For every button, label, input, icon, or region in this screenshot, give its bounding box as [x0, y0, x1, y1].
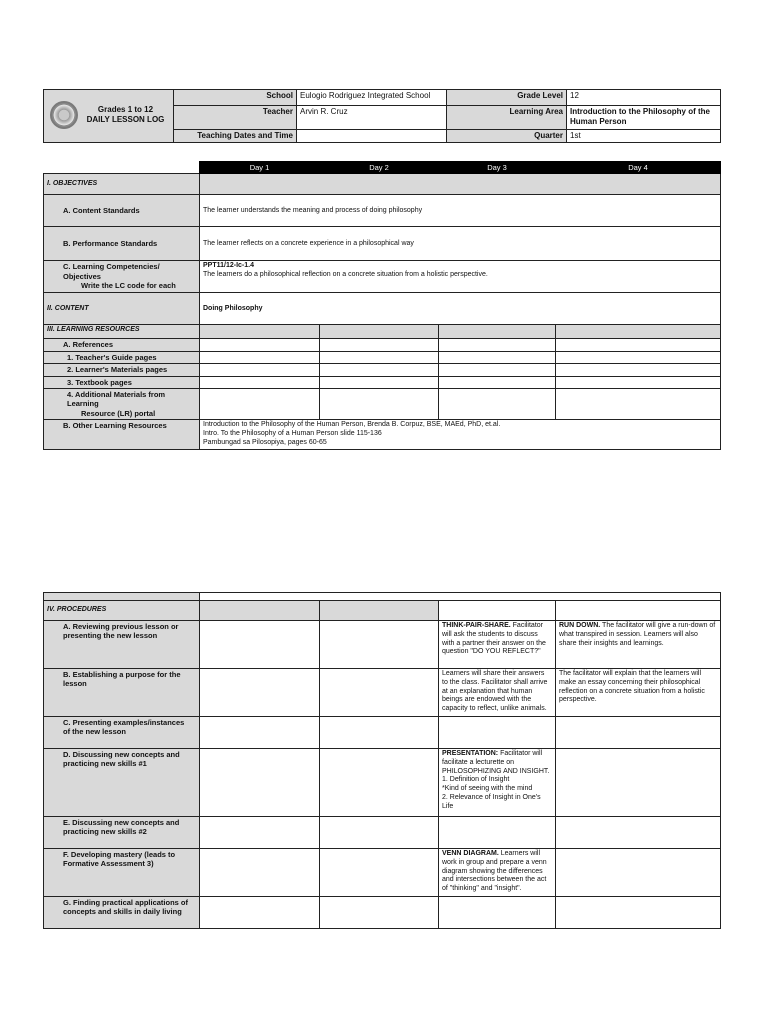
tg-pages-label-text: 1. Teacher's Guide pages — [67, 352, 157, 362]
competencies-text: The learners do a philosophical reflection on a concrete situation from a holistic perspective. — [203, 271, 488, 279]
procedure-f-day1 — [200, 849, 320, 897]
references-day4 — [556, 339, 721, 351]
textbook-pages-label — [44, 376, 200, 388]
day-bar-spacer — [44, 162, 200, 174]
other-resource-2: Intro. To the Philosophy of a Human Person slide 115-136 — [203, 429, 382, 437]
competencies-label-line2: Write the LC code for each — [81, 281, 176, 291]
procedures-day1-head — [200, 601, 320, 621]
school-value: Eulogio Rodriguez Integrated School — [297, 90, 447, 106]
dates-label: Teaching Dates and Time — [174, 130, 297, 143]
procedure-e-label — [44, 817, 200, 849]
day-2-header: Day 2 — [320, 162, 439, 174]
procedure-c-label — [44, 717, 200, 749]
procedure-b-day1 — [200, 669, 320, 717]
lr-portal-day2 — [320, 388, 439, 419]
procedure-b-label — [44, 669, 200, 717]
presentation-title: PRESENTATION: — [442, 750, 499, 757]
procedures-table — [43, 592, 721, 929]
performance-standards-label — [44, 227, 200, 261]
run-down-text: The facilitator will give a run-down of what transpired in session. Learners will also share their insights and learnings. — [559, 622, 716, 647]
procedure-b-label-text: B. Establishing a purpose for the lesson — [63, 670, 181, 689]
procedure-d-day2 — [320, 749, 439, 817]
procedure-g-day1 — [200, 897, 320, 929]
references-day2 — [320, 339, 439, 351]
procedure-e-day4 — [556, 817, 721, 849]
lr-portal-label-line2: Resource (LR) portal — [81, 408, 156, 418]
procedure-e-day2 — [320, 817, 439, 849]
think-pair-share-text: Facilitator will ask the students to discuss with a partner their answer on the question "DO YOU REFLECT?" — [442, 622, 546, 656]
references-label-text: A. References — [63, 340, 114, 350]
procedure-b-day3: Learners will share their answers to the class. Facilitator shall arrive at an explanation that human beings are endowed with the capacity to reflect, unlike animals. — [439, 669, 556, 717]
procedure-g-day3 — [439, 897, 556, 929]
school-label: School — [174, 90, 297, 106]
procedure-e-day3 — [439, 817, 556, 849]
tg-pages-day3 — [439, 351, 556, 363]
references-day1 — [200, 339, 320, 351]
venn-diagram-title: VENN DIAGRAM. — [442, 850, 499, 857]
resources-day2-cell — [320, 325, 439, 339]
textbook-pages-day4 — [556, 376, 721, 388]
competencies-value — [200, 261, 721, 293]
procedure-f-label — [44, 849, 200, 897]
grade-level-label: Grade Level — [447, 90, 567, 106]
grade-level-value: 12 — [567, 90, 721, 106]
presentation-line2: *Kind of seeing with the mind — [442, 785, 533, 792]
procedures-top-fill — [200, 593, 721, 601]
lr-portal-day3 — [439, 388, 556, 419]
references-day3 — [439, 339, 556, 351]
procedure-a-day3 — [439, 621, 556, 669]
lm-pages-label-text: 2. Learner's Materials pages — [67, 365, 168, 375]
performance-standards-label-text: B. Performance Standards — [63, 239, 158, 249]
lm-pages-day4 — [556, 364, 721, 376]
procedure-a-day4 — [556, 621, 721, 669]
competencies-code: PPT11/12-Ic-1.4 — [203, 262, 254, 270]
lesson-plan-table — [43, 161, 721, 450]
procedure-g-label — [44, 897, 200, 929]
content-standards-label — [44, 195, 200, 227]
procedure-f-day4 — [556, 849, 721, 897]
content-standards-label-text: A. Content Standards — [63, 206, 140, 216]
lm-pages-day2 — [320, 364, 439, 376]
procedure-e-day1 — [200, 817, 320, 849]
deped-seal-icon — [50, 101, 78, 129]
presentation-line3: 2. Relevance of Insight in One's Life — [442, 793, 541, 810]
title-line2: DAILY LESSON LOG — [86, 115, 165, 124]
content-heading: II. CONTENT — [44, 293, 200, 325]
lm-pages-day1 — [200, 364, 320, 376]
competencies-label-line1: C. Learning Competencies/ Objectives — [63, 262, 160, 281]
dates-value — [297, 130, 447, 143]
procedure-a-day2 — [320, 621, 439, 669]
objectives-heading-fill — [200, 174, 721, 195]
procedures-heading: IV. PROCEDURES — [44, 601, 200, 621]
resources-day1-cell — [200, 325, 320, 339]
procedure-e-label-text: E. Discussing new concepts and practicing new skills #2 — [63, 818, 180, 837]
procedure-a-label-text: A. Reviewing previous lesson or presenting the new lesson — [63, 622, 179, 641]
procedure-d-label — [44, 749, 200, 817]
procedures-day2-head — [320, 601, 439, 621]
other-resources-label-text: B. Other Learning Resources — [63, 421, 167, 430]
tg-pages-day1 — [200, 351, 320, 363]
tg-pages-day4 — [556, 351, 721, 363]
procedure-c-day4 — [556, 717, 721, 749]
procedure-f-day3 — [439, 849, 556, 897]
procedure-c-day2 — [320, 717, 439, 749]
teacher-label: Teacher — [174, 106, 297, 130]
objectives-heading: I. OBJECTIVES — [44, 174, 200, 195]
procedure-b-day4: The facilitator will explain that the learners will make an essay concerning their philosophical reflection on a concrete situation from a holistic perspective. — [556, 669, 721, 717]
day-4-header: Day 4 — [556, 162, 721, 174]
presentation-text: Facilitator will facilitate a lecturette on PHILOSOPHIZING AND INSIGHT. — [442, 750, 550, 775]
resources-day3-cell — [439, 325, 556, 339]
procedure-g-label-text: G. Finding practical applications of concepts and skills in daily living — [63, 898, 189, 917]
other-resource-3: Pambungad sa Pilosopiya, pages 60-65 — [203, 438, 327, 446]
quarter-label: Quarter — [447, 130, 567, 143]
lr-portal-day4 — [556, 388, 721, 419]
lm-pages-day3 — [439, 364, 556, 376]
textbook-pages-day2 — [320, 376, 439, 388]
procedure-f-day2 — [320, 849, 439, 897]
tg-pages-day2 — [320, 351, 439, 363]
presentation-line1: 1. Definition of Insight — [442, 776, 510, 784]
lm-pages-label — [44, 364, 200, 376]
procedures-day3-head — [439, 601, 556, 621]
textbook-pages-day3 — [439, 376, 556, 388]
procedure-g-day2 — [320, 897, 439, 929]
procedure-c-day3 — [439, 717, 556, 749]
competencies-label — [44, 261, 200, 293]
learning-area-label: Learning Area — [447, 106, 567, 130]
procedure-c-day1 — [200, 717, 320, 749]
procedure-a-day1 — [200, 621, 320, 669]
day-3-header: Day 3 — [439, 162, 556, 174]
day-1-header: Day 1 — [200, 162, 320, 174]
procedure-b-day2 — [320, 669, 439, 717]
procedure-d-day1 — [200, 749, 320, 817]
header-table — [43, 89, 721, 143]
learning-area-value: Introduction to the Philosophy of the Human Person — [567, 106, 721, 130]
content-standards-value: The learner understands the meaning and process of doing philosophy — [200, 195, 721, 227]
procedure-d-day3 — [439, 749, 556, 817]
teacher-value: Arvin R. Cruz — [297, 106, 447, 130]
resources-heading: III. LEARNING RESOURCES — [44, 325, 200, 339]
lr-portal-day1 — [200, 388, 320, 419]
venn-diagram-text: Learners will work in group and prepare a venn diagram showing the differences and intersections between the act of "thinking" and "insight". — [442, 850, 547, 892]
procedure-c-label-text: C. Presenting examples/instances of the new lesson — [63, 718, 185, 737]
performance-standards-value: The learner reflects on a concrete experience in a philosophical way — [200, 227, 721, 261]
procedure-a-label — [44, 621, 200, 669]
tg-pages-label — [44, 351, 200, 363]
textbook-pages-label-text: 3. Textbook pages — [67, 377, 132, 387]
textbook-pages-day1 — [200, 376, 320, 388]
lr-portal-label-line1: 4. Additional Materials from Learning — [67, 389, 166, 409]
quarter-value: 1st — [567, 130, 721, 143]
procedure-f-label-text: F. Developing mastery (leads to Formative Assessment 3) — [63, 850, 176, 869]
procedures-day4-head — [556, 601, 721, 621]
other-resources-label — [44, 420, 200, 450]
procedure-g-day4 — [556, 897, 721, 929]
think-pair-share-title: THINK-PAIR-SHARE. — [442, 622, 511, 629]
references-label — [44, 339, 200, 351]
other-resources-value — [200, 420, 721, 450]
header-logo-cell — [44, 90, 174, 143]
title-line1: Grades 1 to 12 — [97, 105, 154, 114]
run-down-title: RUN DOWN. — [559, 622, 601, 629]
other-resource-1: Introduction to the Philosophy of the Human Person, Brenda B. Corpuz, BSE, MAEd, PhD, et.al. — [203, 421, 501, 428]
procedure-d-day4 — [556, 749, 721, 817]
content-value: Doing Philosophy — [200, 293, 721, 325]
procedure-d-label-text: D. Discussing new concepts and practicing new skills #1 — [63, 750, 180, 769]
resources-day4-cell — [556, 325, 721, 339]
lr-portal-label — [44, 388, 200, 419]
procedures-top-left — [44, 593, 200, 601]
